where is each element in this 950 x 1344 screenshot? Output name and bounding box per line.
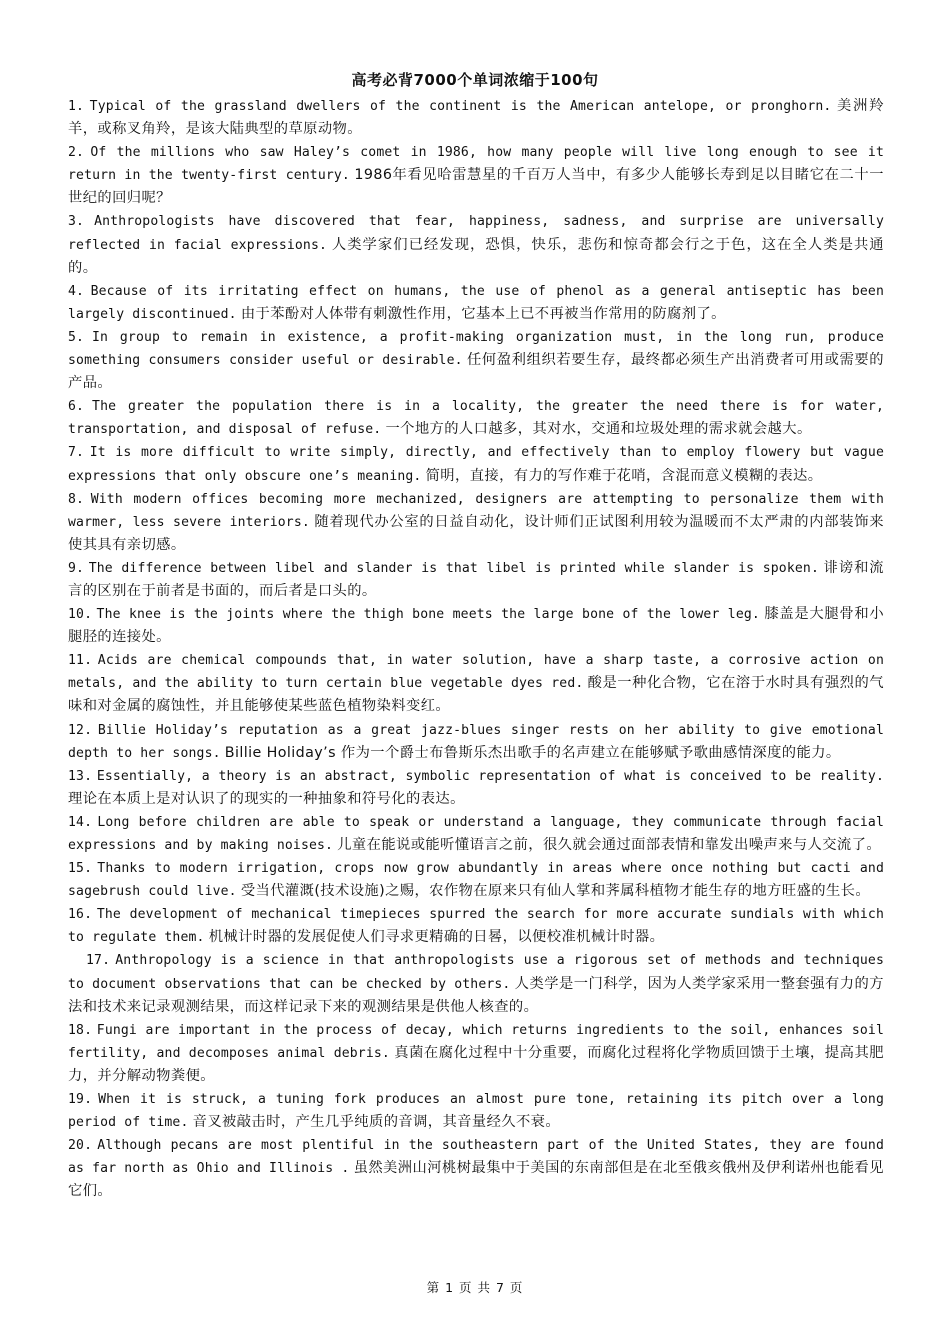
sentence-english: Although pecans are most plentiful in the southeastern part of the United States, they are found as far north as Ohio and Illinois . (68, 1138, 884, 1177)
sentence-item (68, 395, 884, 441)
sentence-number: 2. (68, 145, 85, 161)
sentence-chinese: 诽谤和流言的区别在于前者是书面的，而后者是口头的。 (68, 559, 884, 599)
sentence-item (68, 903, 884, 949)
sentence-english: The greater the population there is in a locality, the greater the need there is for water, transportation, and disposal of refuse. (68, 399, 884, 438)
sentence-chinese: 美洲羚羊，或称叉角羚，是该大陆典型的草原动物。 (68, 98, 884, 138)
sentence-english: It is more difficult to write simply, directly, and effectively than to employ flowery but vague expressions that only obscure one’s meaning. (68, 445, 884, 484)
sentence-item (68, 765, 884, 811)
sentence-chinese: 受当代灌溉(技术设施)之赐，农作物在原来只有仙人掌和荠属科植物才能生存的地方旺盛的生长。 (240, 883, 871, 900)
sentence-number: 1. (68, 99, 85, 114)
sentence-item (68, 649, 884, 718)
sentence-english: Billie Holiday’s reputation as a great jazz-blues singer rests on her ability to give emotional depth to her songs. (68, 722, 884, 761)
sentence-number: 17. (86, 953, 111, 969)
sentence-english: When it is struck, a tuning fork produces an almost pure tone, retaining its pitch over a long period of time. (68, 1092, 884, 1131)
page-footer: 第 1 页 共 7 页 (426, 1280, 524, 1295)
sentence-item (68, 95, 884, 141)
sentence-chinese: 随着现代办公室的日益自动化，设计师们正试图利用较为温暖而不太严肃的内部装饰来使其具有亲切感。 (68, 513, 884, 553)
sentence-chinese: 音叉被敲击时，产生几乎纯质的音调，其音量经久不衰。 (192, 1114, 561, 1131)
sentence-english: Thanks to modern irrigation, crops now grow abundantly in areas where once nothing but cacti and sagebrush could live. (68, 861, 884, 900)
sentence-chinese: 一个地方的人口越多，其对水，交通和垃圾处理的需求就会越大。 (385, 421, 812, 438)
sentence-english: The knee is the joints where the thigh bone meets the large bone of the lower leg. (96, 607, 760, 623)
sentence-english: Essentially, a theory is an abstract, symbolic representation of what is conceived to be reality. (96, 768, 884, 784)
sentence-item (68, 557, 884, 603)
sentence-number: 11. (68, 653, 93, 669)
sentence-chinese: 1986年看见哈雷慧星的千百万人当中，有多少人能够长寿到足以目睹它在二十一世纪的回归呢？ (68, 167, 884, 207)
sentence-number: 10. (68, 607, 93, 623)
sentence-number: 15. (68, 861, 93, 877)
sentence-number: 5. (68, 329, 85, 345)
sentence-chinese: 人类学家们已经发现，恐惧，快乐，悲伤和惊奇都会行之于色，这在全人类是共通的。 (68, 236, 884, 276)
sentence-item (68, 280, 884, 326)
sentence-item (68, 1019, 884, 1088)
sentence-number: 4. (68, 283, 85, 299)
sentence-item (68, 857, 884, 903)
sentence-chinese: 机械计时器的发展促使人们寻求更精确的日晷，以便校准机械计时器。 (208, 929, 665, 946)
sentence-chinese: 人类学是一门科学，因为人类学家采用一整套强有力的方法和技术来记录观测结果，而这样记录下来的观测结果是供他人核查的。 (68, 975, 884, 1015)
sentence-english: Anthropologists have discovered that fear, happiness, sadness, and surprise are universally reflected in facial expressions. (68, 214, 884, 253)
sentence-number: 18. (68, 1022, 93, 1038)
sentence-item (68, 949, 884, 1018)
sentence-item (68, 719, 884, 765)
sentence-chinese: 儿童在能说或能听懂语言之前，很久就会通过面部表情和靠发出噪声来与人交流了。 (337, 837, 882, 853)
sentence-number: 3. (68, 214, 85, 230)
sentence-english: Of the millions who saw Haley’s comet in 1986, how many people will live long enough to see it return in the twenty-first century. (68, 145, 884, 184)
sentence-chinese: 真菌在腐化过程中十分重要，而腐化过程将化学物质回馈于土壤，提高其肥力，并分解动物粪便。 (68, 1044, 884, 1084)
sentence-item (68, 488, 884, 557)
sentence-chinese: 理论在本质上是对认识了的现实的一种抽象和符号化的表达。 (68, 790, 465, 807)
sentence-english: Long before children are able to speak or understand a language, they communicate through facial expressions and by making noises. (68, 814, 884, 853)
sentence-number: 19. (68, 1092, 93, 1108)
sentence-chinese: 简明，直接，有力的写作难于花哨，含混而意义模糊的表达。 (425, 467, 823, 484)
sentence-chinese: 由于苯酚对人体带有刺激性作用，它基本上已不再被当作常用的防腐剂了。 (240, 305, 726, 322)
sentence-chinese: Billie Holiday’s 作为一个爵士布鲁斯乐杰出歌手的名声建立在能够赋予歌曲感情深度的能力。 (224, 744, 841, 761)
sentence-chinese: 膝盖是大腿骨和小腿胫的连接处。 (68, 606, 885, 646)
sentence-item (68, 1088, 884, 1134)
sentence-number: 9. (68, 560, 85, 576)
sentence-number: 13. (68, 768, 93, 784)
sentence-item (68, 603, 884, 649)
sentence-english: Anthropology is a science in that anthropologists use a rigorous set of methods and techniques to document observations that can be checked by others. (68, 953, 884, 992)
sentence-item (68, 441, 884, 487)
sentence-english: Acids are chemical compounds that, in water solution, have a sharp taste, a corrosive action on metals, and the ability to turn certain blue vegetable dyes red. (68, 653, 884, 692)
sentence-english: In group to remain in existence, a profit-making organization must, in the long run, produce something consumers consider useful or desirable. (68, 329, 884, 369)
sentence-list (68, 95, 884, 1204)
sentence-english: The development of mechanical timepieces spurred the search for more accurate sundials with which to regulate them. (68, 907, 884, 946)
sentence-chinese: 任何盈利组织若要生存，最终都必须生产出消费者可用或需要的产品。 (68, 352, 884, 392)
sentence-item (68, 1134, 884, 1203)
sentence-item (68, 326, 884, 395)
sentence-item (68, 811, 884, 857)
sentence-number: 7. (68, 445, 85, 461)
sentence-number: 12. (68, 722, 93, 738)
sentence-item (68, 141, 884, 210)
sentence-item (68, 210, 884, 279)
sentence-number: 14. (68, 814, 93, 830)
sentence-number: 20. (68, 1138, 93, 1154)
document-title: 高考必背7000个单词浓缩于100句 (351, 71, 599, 89)
sentence-number: 6. (68, 399, 85, 415)
sentence-english: Because of its irritating effect on humans, the use of phenol as a general antiseptic has been largely discontinued. (68, 283, 884, 322)
sentence-english: The difference between libel and slander is that libel is printed while slander is spoken. (88, 560, 819, 576)
sentence-number: 16. (68, 907, 93, 923)
sentence-english: Typical of the grassland dwellers of the continent is the American antelope, or pronghorn. (89, 99, 832, 114)
sentence-english: Fungi are important in the process of decay, which returns ingredients to the soil, enhances soil fertility, and decomposes animal debris. (68, 1022, 884, 1061)
sentence-english: With modern offices becoming more mechanized, designers are attempting to personalize them with warmer, less severe interiors. (68, 491, 884, 530)
sentence-chinese: 虽然美洲山河桃树最集中于美国的东南部但是在北至俄亥俄州及伊利诺州也能看见它们。 (68, 1160, 884, 1200)
sentence-chinese: 酸是一种化合物，它在溶于水时具有强烈的气味和对金属的腐蚀性，并且能够使某些蓝色植物染料变红。 (68, 675, 884, 715)
sentence-number: 8. (68, 491, 85, 507)
